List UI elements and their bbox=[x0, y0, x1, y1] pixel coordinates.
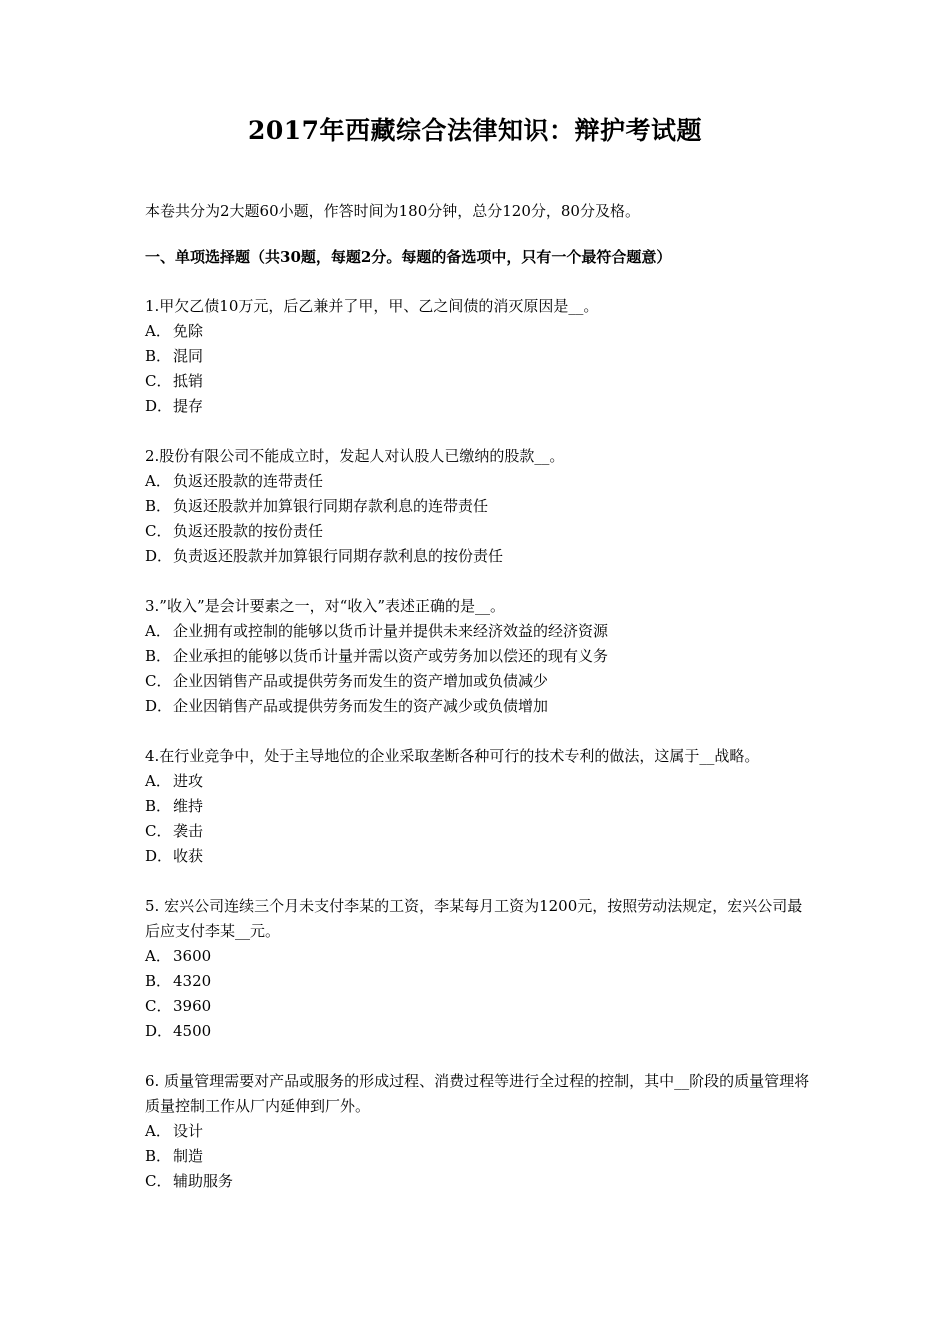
question-4 bbox=[145, 744, 815, 869]
document-body bbox=[145, 199, 815, 1219]
option-letter: B． bbox=[145, 347, 172, 365]
option-text: 抵销 bbox=[173, 372, 204, 390]
option-letter: A． bbox=[145, 772, 171, 790]
option-c bbox=[145, 519, 815, 544]
option-letter: A． bbox=[145, 472, 171, 490]
document-title: 2017年西藏综合法律知识：辩护考试题 bbox=[247, 116, 703, 145]
option-text: 维持 bbox=[173, 797, 204, 815]
option-letter: A． bbox=[145, 1122, 171, 1140]
option-c bbox=[145, 369, 815, 394]
option-c bbox=[145, 994, 815, 1019]
option-text: 免除 bbox=[173, 322, 204, 340]
option-text: 4320 bbox=[173, 972, 212, 990]
question-stem: 6. 质量管理需要对产品或服务的形成过程、消费过程等进行全过程的控制，其中__阶段的质量管理将质量控制工作从厂内延伸到厂外。 bbox=[145, 1072, 810, 1115]
question-5 bbox=[145, 894, 815, 1044]
option-a bbox=[145, 319, 815, 344]
option-text: 企业拥有或控制的能够以货币计量并提供未来经济效益的经济资源 bbox=[173, 622, 609, 640]
question-1 bbox=[145, 294, 815, 419]
option-b bbox=[145, 344, 815, 369]
option-a bbox=[145, 944, 815, 969]
option-a bbox=[145, 1119, 815, 1144]
option-text: 提存 bbox=[173, 397, 204, 415]
option-text: 负返还股款的按份责任 bbox=[173, 522, 324, 540]
option-text: 负返还股款的连带责任 bbox=[173, 472, 324, 490]
option-text: 负返还股款并加算银行同期存款利息的连带责任 bbox=[173, 497, 489, 515]
question-stem: 3.”收入”是会计要素之一，对“收入”表述正确的是__。 bbox=[145, 597, 505, 615]
option-text: 设计 bbox=[173, 1122, 204, 1140]
option-a bbox=[145, 769, 815, 794]
option-text: 混同 bbox=[173, 347, 204, 365]
option-b bbox=[145, 969, 815, 994]
option-letter: C． bbox=[145, 1172, 172, 1190]
option-b bbox=[145, 494, 815, 519]
option-letter: A． bbox=[145, 322, 171, 340]
option-letter: B． bbox=[145, 1147, 172, 1165]
option-letter: B． bbox=[145, 647, 172, 665]
option-c bbox=[145, 819, 815, 844]
option-letter: A． bbox=[145, 622, 171, 640]
option-b bbox=[145, 644, 815, 669]
option-letter: D． bbox=[145, 397, 173, 415]
option-text: 负责返还股款并加算银行同期存款利息的按份责任 bbox=[173, 547, 504, 565]
option-text: 辅助服务 bbox=[173, 1172, 234, 1190]
option-d bbox=[145, 844, 815, 869]
option-letter: D． bbox=[145, 697, 173, 715]
option-text: 3600 bbox=[173, 947, 212, 965]
section-heading: 一、单项选择题（共30题，每题2分。每题的备选项中，只有一个最符合题意） bbox=[145, 248, 672, 266]
option-text: 企业因销售产品或提供劳务而发生的资产减少或负债增加 bbox=[173, 697, 549, 715]
option-a bbox=[145, 469, 815, 494]
option-text: 4500 bbox=[173, 1022, 212, 1040]
option-letter: B． bbox=[145, 797, 172, 815]
question-stem: 4.在行业竞争中，处于主导地位的企业采取垄断各种可行的技术专利的做法，这属于__战略。 bbox=[145, 747, 760, 765]
option-a bbox=[145, 619, 815, 644]
option-letter: D． bbox=[145, 847, 173, 865]
option-text: 袭击 bbox=[173, 822, 204, 840]
option-d bbox=[145, 544, 815, 569]
option-text: 企业因销售产品或提供劳务而发生的资产增加或负债减少 bbox=[173, 672, 549, 690]
option-letter: C． bbox=[145, 522, 172, 540]
option-letter: B． bbox=[145, 497, 172, 515]
question-6 bbox=[145, 1069, 815, 1194]
option-letter: B． bbox=[145, 972, 172, 990]
option-letter: C． bbox=[145, 997, 172, 1015]
option-letter: D． bbox=[145, 1022, 173, 1040]
option-letter: A． bbox=[145, 947, 171, 965]
option-letter: C． bbox=[145, 822, 172, 840]
option-b bbox=[145, 794, 815, 819]
option-letter: D． bbox=[145, 547, 173, 565]
exam-intro: 本卷共分为2大题60小题，作答时间为180分钟，总分120分，80分及格。 bbox=[145, 202, 640, 220]
question-2 bbox=[145, 444, 815, 569]
question-stem: 5. 宏兴公司连续三个月未支付李某的工资，李某每月工资为1200元，按照劳动法规定，宏兴公司最后应支付李某__元。 bbox=[145, 897, 803, 940]
option-text: 制造 bbox=[173, 1147, 204, 1165]
question-stem: 2.股份有限公司不能成立时，发起人对认股人已缴纳的股款__。 bbox=[145, 447, 565, 465]
option-d bbox=[145, 1019, 815, 1044]
option-text: 进攻 bbox=[173, 772, 204, 790]
question-3 bbox=[145, 594, 815, 719]
option-text: 收获 bbox=[173, 847, 204, 865]
option-c bbox=[145, 669, 815, 694]
option-c bbox=[145, 1169, 815, 1194]
option-letter: C． bbox=[145, 672, 172, 690]
option-d bbox=[145, 694, 815, 719]
option-b bbox=[145, 1144, 815, 1169]
option-d bbox=[145, 394, 815, 419]
option-text: 3960 bbox=[173, 997, 212, 1015]
option-text: 企业承担的能够以货币计量并需以资产或劳务加以偿还的现有义务 bbox=[173, 647, 609, 665]
question-stem: 1.甲欠乙债10万元，后乙兼并了甲，甲、乙之间债的消灭原因是__。 bbox=[145, 297, 599, 315]
option-letter: C． bbox=[145, 372, 172, 390]
